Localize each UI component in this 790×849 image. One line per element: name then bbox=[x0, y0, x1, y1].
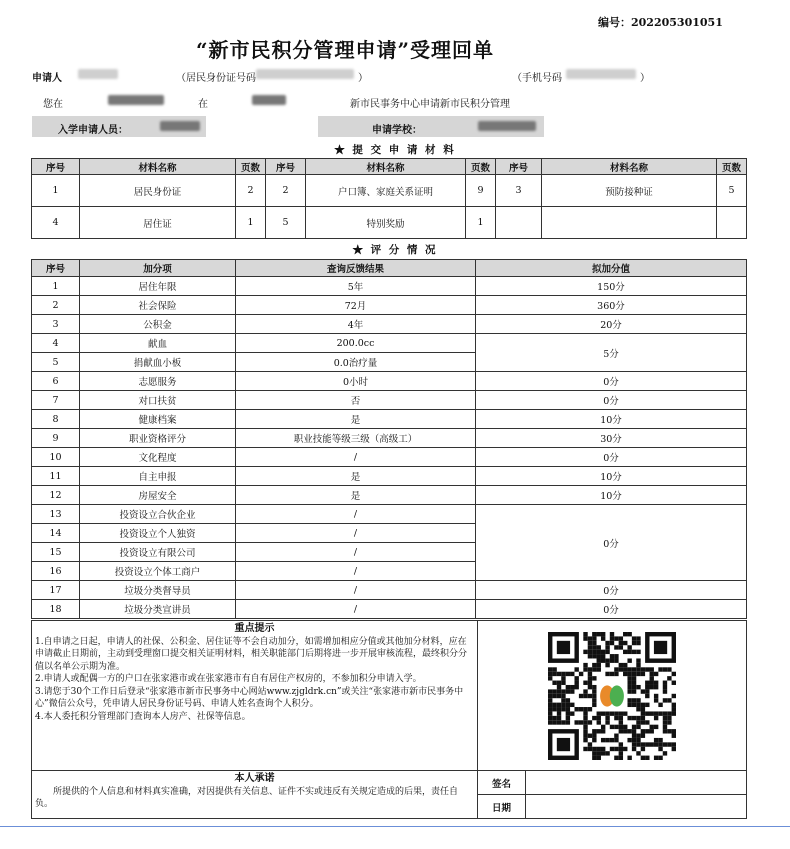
cell-no: 13 bbox=[32, 505, 80, 524]
cell-no: 1 bbox=[32, 277, 80, 296]
cell-no: 8 bbox=[32, 410, 80, 429]
cell-item: 职业资格评分 bbox=[80, 429, 236, 448]
submit-at-label: 您在 bbox=[43, 99, 63, 110]
cell-item: 投资设立合伙企业 bbox=[80, 505, 236, 524]
redacted-date bbox=[108, 95, 164, 105]
cell-score: 0分 bbox=[476, 600, 747, 619]
cell-no: 4 bbox=[32, 334, 80, 353]
sign-field[interactable] bbox=[526, 771, 747, 795]
materials-header-row bbox=[32, 159, 747, 175]
date-label: 日期 bbox=[478, 795, 526, 819]
cell-result: / bbox=[236, 505, 476, 524]
date-field[interactable] bbox=[526, 795, 747, 819]
scoring-header-row bbox=[32, 260, 747, 277]
col-header: 序号 bbox=[266, 159, 306, 175]
cell-no: 9 bbox=[32, 429, 80, 448]
enroll-person-label: 入学申请人员： bbox=[58, 125, 128, 136]
cell-result: / bbox=[236, 562, 476, 581]
cell-no: 11 bbox=[32, 467, 80, 486]
redacted-school bbox=[478, 121, 536, 131]
col-header: 序号 bbox=[496, 159, 542, 175]
cell-result: 4年 bbox=[236, 315, 476, 334]
cell-item: 对口扶贫 bbox=[80, 391, 236, 410]
table-row bbox=[32, 277, 747, 296]
cell-score: 360分 bbox=[476, 296, 747, 315]
cell: 4 bbox=[32, 207, 80, 239]
cell-item: 垃圾分类督导员 bbox=[80, 581, 236, 600]
page-title: “新市民积分管理申请”受理回单 bbox=[195, 38, 494, 62]
cell-no: 10 bbox=[32, 448, 80, 467]
col-header: 拟加分值 bbox=[476, 260, 747, 277]
table-row bbox=[32, 486, 747, 505]
notice-text: 1.自申请之日起，申请人的社保、公积金、居住证等不会自动加分，如需增加相应分值或其他加分材料，应在申请截止日期前，主动到受理窗口提交相关证明材料，相关职能部门后期将进一步开展审核流程，最终积分分值以名单公示期为准。 2.申请人或配偶一方的户口在张家港市或在张家港市有自有居住产权房的，不参加积分申请入学。 3.请您于30个工作日后登录“张家港市新市民事务中心网站www.zjgldrk.cn”或关注“张家港市新市民事务中心”微信公众号，凭申请人居民身份证号码、申请人姓名查询个人积分。 4.本人委托积分管理部门查询本人房产、社保等信息。 bbox=[35, 636, 468, 722]
cell-no: 12 bbox=[32, 486, 80, 505]
table-row bbox=[32, 334, 747, 353]
submit-in-label: 在 bbox=[198, 99, 208, 110]
cell-item: 投资设立个体工商户 bbox=[80, 562, 236, 581]
cell-result: 是 bbox=[236, 467, 476, 486]
enroll-school-label: 申请学校： bbox=[372, 125, 422, 136]
cell-no: 15 bbox=[32, 543, 80, 562]
table-row bbox=[32, 505, 747, 524]
materials-heading: ★ 提 交 申 请 材 料 bbox=[334, 144, 456, 156]
redacted-phone bbox=[566, 69, 636, 79]
cell-score: 0分 bbox=[476, 505, 747, 581]
cell-result: 0小时 bbox=[236, 372, 476, 391]
cell-result: / bbox=[236, 581, 476, 600]
cell: 预防接种证 bbox=[542, 175, 717, 207]
cell-no: 17 bbox=[32, 581, 80, 600]
id-label-open: （居民身份证号码 bbox=[176, 73, 256, 84]
table-row bbox=[32, 175, 747, 207]
pledge-heading: 本人承诺 bbox=[234, 773, 275, 784]
cell-result: / bbox=[236, 543, 476, 562]
cell-item: 健康档案 bbox=[80, 410, 236, 429]
cell-score: 10分 bbox=[476, 410, 747, 429]
cell-result: 72月 bbox=[236, 296, 476, 315]
cell-score: 0分 bbox=[476, 372, 747, 391]
col-header: 页数 bbox=[236, 159, 266, 175]
phone-label-close: ） bbox=[640, 73, 650, 84]
cell-score: 0分 bbox=[476, 581, 747, 600]
table-row bbox=[32, 296, 747, 315]
cell bbox=[717, 207, 747, 239]
cell-item: 房屋安全 bbox=[80, 486, 236, 505]
table-row bbox=[32, 448, 747, 467]
cell-item: 投资设立个人独资 bbox=[80, 524, 236, 543]
col-header: 材料名称 bbox=[306, 159, 466, 175]
cell-item: 投资设立有限公司 bbox=[80, 543, 236, 562]
col-header: 页数 bbox=[717, 159, 747, 175]
col-header: 页数 bbox=[466, 159, 496, 175]
cell-no: 7 bbox=[32, 391, 80, 410]
col-header: 序号 bbox=[32, 260, 80, 277]
pledge-box bbox=[32, 771, 478, 819]
page-divider bbox=[0, 826, 790, 827]
cell-no: 14 bbox=[32, 524, 80, 543]
phone-label-open: （手机号码 bbox=[512, 73, 562, 84]
redacted-name bbox=[78, 69, 118, 79]
cell-score: 5分 bbox=[476, 334, 747, 372]
table-row bbox=[32, 207, 747, 239]
cell-no: 2 bbox=[32, 296, 80, 315]
cell-score: 30分 bbox=[476, 429, 747, 448]
cell-item: 居住年限 bbox=[80, 277, 236, 296]
notice-heading: 重点提示 bbox=[234, 623, 275, 634]
col-header: 材料名称 bbox=[80, 159, 236, 175]
table-row bbox=[32, 410, 747, 429]
cell-no: 3 bbox=[32, 315, 80, 334]
redacted-town bbox=[252, 95, 286, 105]
cell-item: 社会保险 bbox=[80, 296, 236, 315]
cell: 5 bbox=[717, 175, 747, 207]
cell-result: 5年 bbox=[236, 277, 476, 296]
table-row bbox=[32, 372, 747, 391]
submit-desc: 新市民事务中心申请新市民积分管理 bbox=[350, 99, 510, 110]
cell-score: 0分 bbox=[476, 391, 747, 410]
qr-code-icon[interactable] bbox=[548, 632, 676, 760]
cell: 户口簿、家庭关系证明 bbox=[306, 175, 466, 207]
table-row bbox=[32, 581, 747, 600]
cell-result: 职业技能等级三级（高级工） bbox=[236, 429, 476, 448]
cell-score: 20分 bbox=[476, 315, 747, 334]
cell-result: / bbox=[236, 448, 476, 467]
cell-result: 200.0cc bbox=[236, 334, 476, 353]
pledge-text: 所提供的个人信息和材料真实准确，对因提供有关信息、证件不实或违反有关规定造成的后果，责任自负。 bbox=[35, 786, 459, 809]
cell: 2 bbox=[266, 175, 306, 207]
cell-result: 是 bbox=[236, 486, 476, 505]
cell: 9 bbox=[466, 175, 496, 207]
cell-result: 是 bbox=[236, 410, 476, 429]
cell-score: 0分 bbox=[476, 448, 747, 467]
cell: 1 bbox=[466, 207, 496, 239]
table-row bbox=[32, 600, 747, 619]
cell-item: 献血 bbox=[80, 334, 236, 353]
cell: 特别奖励 bbox=[306, 207, 466, 239]
cell-no: 16 bbox=[32, 562, 80, 581]
applicant-label: 申请人 bbox=[32, 73, 62, 84]
cell-score: 150分 bbox=[476, 277, 747, 296]
col-header: 查询反馈结果 bbox=[236, 260, 476, 277]
cell: 2 bbox=[236, 175, 266, 207]
cell bbox=[496, 207, 542, 239]
table-row bbox=[32, 467, 747, 486]
redacted-id bbox=[256, 69, 354, 79]
table-row bbox=[32, 429, 747, 448]
id-label-close: ） bbox=[358, 73, 368, 84]
sign-label: 签名 bbox=[478, 771, 526, 795]
cell-result: / bbox=[236, 524, 476, 543]
cell-result: / bbox=[236, 600, 476, 619]
cell: 3 bbox=[496, 175, 542, 207]
cell-item: 志愿服务 bbox=[80, 372, 236, 391]
cell-no: 18 bbox=[32, 600, 80, 619]
cell-result: 否 bbox=[236, 391, 476, 410]
col-header: 加分项 bbox=[80, 260, 236, 277]
redacted-enroll-person bbox=[160, 121, 200, 131]
cell: 5 bbox=[266, 207, 306, 239]
cell-item: 公积金 bbox=[80, 315, 236, 334]
cell: 居住证 bbox=[80, 207, 236, 239]
cell-item: 自主申报 bbox=[80, 467, 236, 486]
cell-score: 10分 bbox=[476, 486, 747, 505]
table-row bbox=[32, 391, 747, 410]
cell-item: 垃圾分类宣讲员 bbox=[80, 600, 236, 619]
cell: 1 bbox=[236, 207, 266, 239]
cell-result: 0.0治疗量 bbox=[236, 353, 476, 372]
materials-table bbox=[31, 158, 747, 239]
cell bbox=[542, 207, 717, 239]
cell-item: 捐献血小板 bbox=[80, 353, 236, 372]
cell-item: 文化程度 bbox=[80, 448, 236, 467]
scoring-table bbox=[31, 259, 747, 619]
cell: 居民身份证 bbox=[80, 175, 236, 207]
cell-no: 5 bbox=[32, 353, 80, 372]
col-header: 材料名称 bbox=[542, 159, 717, 175]
serial-number: 编号：202205301051 bbox=[598, 16, 723, 29]
cell-score: 10分 bbox=[476, 467, 747, 486]
cell-no: 6 bbox=[32, 372, 80, 391]
col-header: 序号 bbox=[32, 159, 80, 175]
scoring-heading: ★ 评 分 情 况 bbox=[352, 244, 438, 256]
notice-box bbox=[32, 621, 478, 771]
table-row bbox=[32, 315, 747, 334]
cell: 1 bbox=[32, 175, 80, 207]
